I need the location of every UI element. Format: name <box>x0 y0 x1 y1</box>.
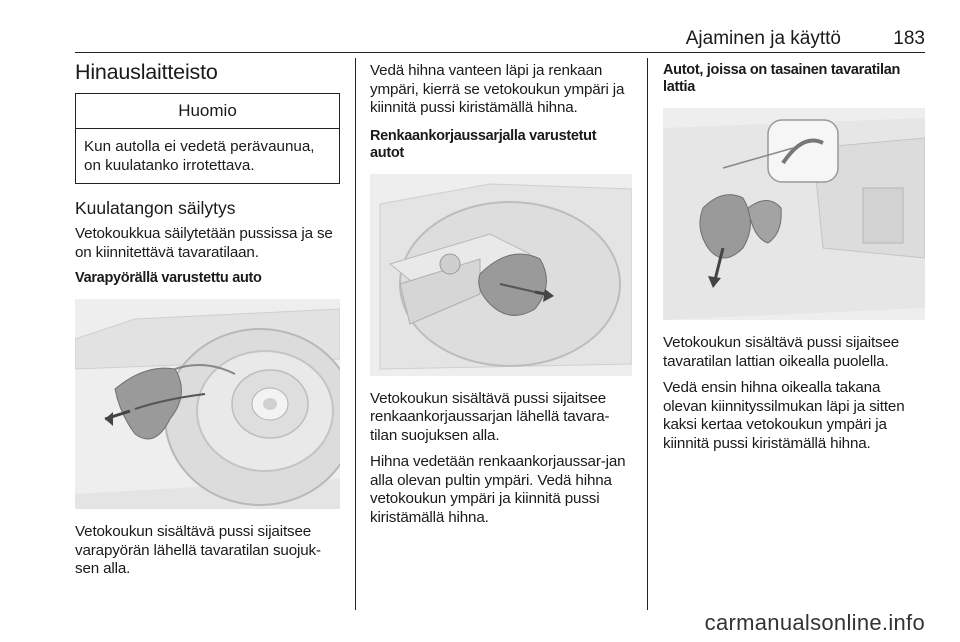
watermark: carmanualsonline.info <box>704 610 925 635</box>
note-box <box>75 93 340 184</box>
column-2 <box>370 62 632 535</box>
note-title: Huomio <box>76 94 339 129</box>
repair-kit-illustration <box>370 174 632 376</box>
flat-floor-caption: Vetokoukun sisältävä pussi sijaitsee tavaratilan lattian oikealla puolella. <box>663 334 900 370</box>
repair-kit-heading: Renkaankorjaussarjalla varustetut autot <box>370 127 597 161</box>
spare-wheel-heading: Varapyörällä varustettu auto <box>75 270 262 286</box>
column-divider <box>355 58 356 610</box>
section-title: Ajaminen ja käyttö <box>685 28 841 49</box>
page-header <box>75 26 925 53</box>
spare-wheel-caption: Vetokoukun sisältävä pussi sijaitsee varapyörän lähellä tavaratilan suojuk-sen alla. <box>75 523 321 577</box>
flat-floor-instructions: Vedä ensin hihna oikealla takana olevan kiinnityssilmukan läpi ja sitten kaksi kertaa vetokoukun ympäri ja kiinnitä pussi kiristämällä hihna. <box>663 379 905 452</box>
flat-floor-heading: Autot, joissa on tasainen tavaratilan lattia <box>663 62 901 95</box>
flat-floor-illustration <box>663 108 925 320</box>
repair-kit-instructions: Hihna vedetään renkaankorjaussar-jan alla olevan pultin ympäri. Vedä hihna vetokoukun ympäri ja kiinnitä pussi kiristämällä hihna. <box>370 453 626 526</box>
column-3 <box>663 62 925 461</box>
subtitle: Kuulatangon säilytys <box>75 198 236 218</box>
repair-kit-caption: Vetokoukun sisältävä pussi sijaitsee renkaankorjaussarjan lähellä tavara-tilan suojuksen alla. <box>370 389 610 444</box>
column-1 <box>75 60 340 587</box>
strap-instructions: Vedä hihna vanteen läpi ja renkaan ympäri, kierrä se vetokoukun ympäri ja kiinnitä pussi kiristämällä hihna. <box>370 62 625 116</box>
spare-wheel-illustration <box>75 299 340 509</box>
note-text: Kun autolla ei vedetä perävaunua, on kuulatanko irrotettava. <box>84 138 315 174</box>
column-divider <box>647 58 648 610</box>
intro-text: Vetokoukkua säilytetään pussissa ja se on kiinnitettävä tavaratilaan. <box>75 225 333 261</box>
page-number: 183 <box>893 28 925 49</box>
page-title: Hinauslaitteisto <box>75 60 218 84</box>
